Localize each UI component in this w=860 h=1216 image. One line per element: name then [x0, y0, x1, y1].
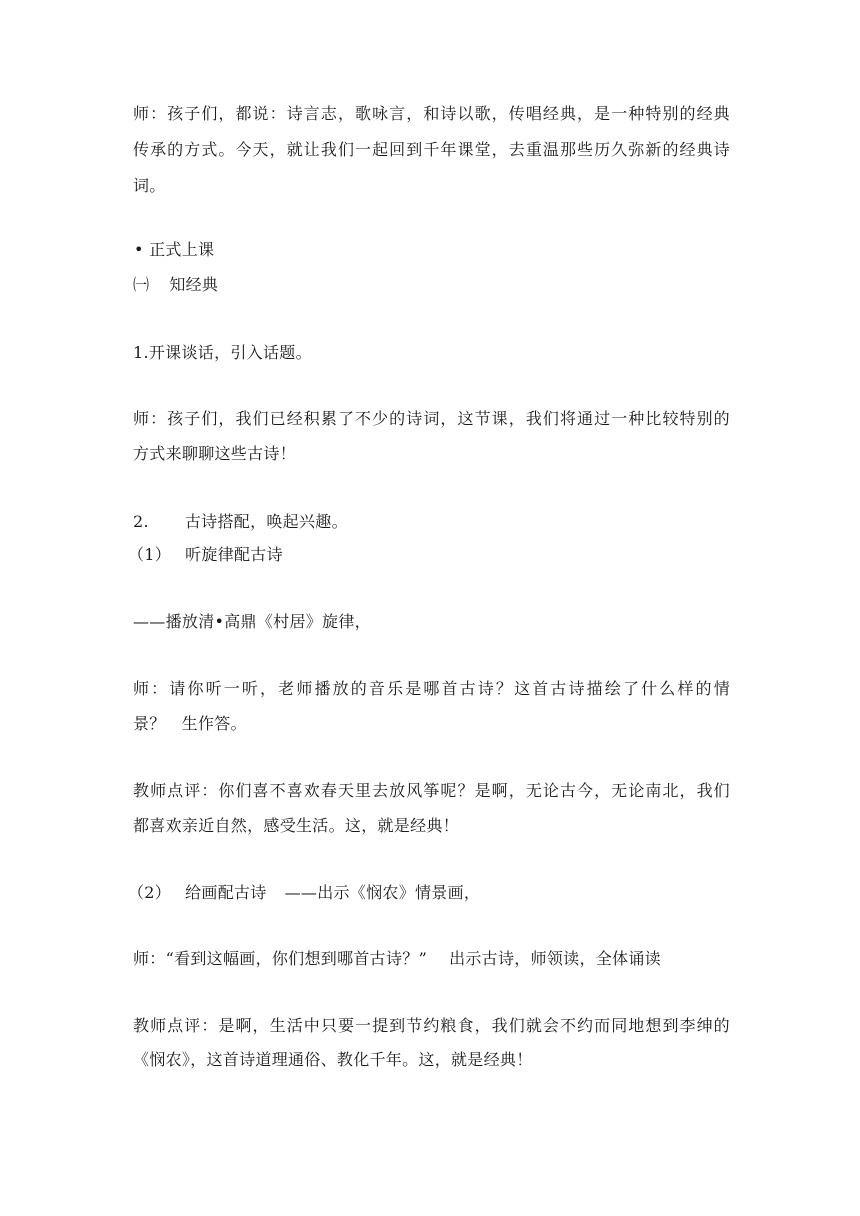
subsection-title: 知经典	[169, 275, 219, 294]
paragraph-comment-1-line-2: 都喜欢亲近自然，感受生活。这，就是经典！	[133, 816, 460, 835]
item-1-text: 听旋律配古诗	[185, 545, 283, 564]
step-2-number: 2.	[133, 512, 149, 531]
subsection-marker: ㈠	[133, 275, 150, 294]
item-2-text: 给画配古诗	[185, 883, 267, 902]
paragraph-teacher-2-line-2	[133, 714, 247, 734]
paragraph-teacher-1-line-1: 师：孩子们，我们已经积累了不少的诗词，这节课，我们将通过一种比较特别的	[133, 409, 730, 428]
paragraph-teacher-1-line-2: 方式来聊聊这些古诗！	[133, 444, 297, 463]
item-1-number: （1）	[128, 545, 172, 564]
subsection-heading	[133, 275, 218, 295]
item-2-number: （2）	[128, 883, 172, 902]
step-2-heading	[133, 512, 348, 532]
question-end: 景？	[133, 714, 166, 733]
paragraph-teacher-2-line-1: 师：请你听一听，老师播放的音乐是哪首古诗？这首古诗描绘了什么样的情	[133, 679, 730, 698]
paragraph-intro-line-2: 传承的方式。今天，就让我们一起回到千年课堂，去重温那些历久弥新的经典诗	[133, 140, 730, 159]
paragraph-intro-line-3: 词。	[133, 176, 166, 195]
play-melody-note: ——播放清•高鼎《村居》旋律，	[133, 612, 371, 631]
section-heading-bullet: • 正式上课	[134, 240, 215, 259]
item-1-heading	[128, 545, 283, 565]
paragraph-comment-2-line-2: 《悯农》，这首诗道理通俗、教化千年。这，就是经典！	[133, 1050, 533, 1069]
recitation-note: 出示古诗，师领读，全体诵读	[449, 949, 661, 968]
step-1-heading: 1.开课谈话，引入话题。	[133, 343, 312, 362]
paragraph-comment-1-line-1: 教师点评：你们喜不喜欢春天里去放风筝呢？是啊，无论古今，无论南北，我们	[133, 781, 730, 800]
item-2-note: ——出示《悯农》情景画，	[284, 883, 481, 902]
step-2-text: 古诗搭配，唤起兴趣。	[184, 512, 348, 531]
paragraph-intro-line-1: 师：孩子们，都说：诗言志，歌咏言，和诗以歌，传唱经典，是一种特别的经典	[133, 104, 730, 123]
paragraph-comment-2-line-1: 教师点评：是啊，生活中只要一提到节约粮食，我们就会不约而同地想到李绅的	[133, 1016, 730, 1035]
item-2-heading	[128, 883, 480, 903]
teacher-question: 师：“看到这幅画，你们想到哪首古诗？”	[133, 949, 428, 968]
student-answer-note: 生作答。	[181, 714, 247, 733]
paragraph-teacher-3	[133, 949, 661, 969]
